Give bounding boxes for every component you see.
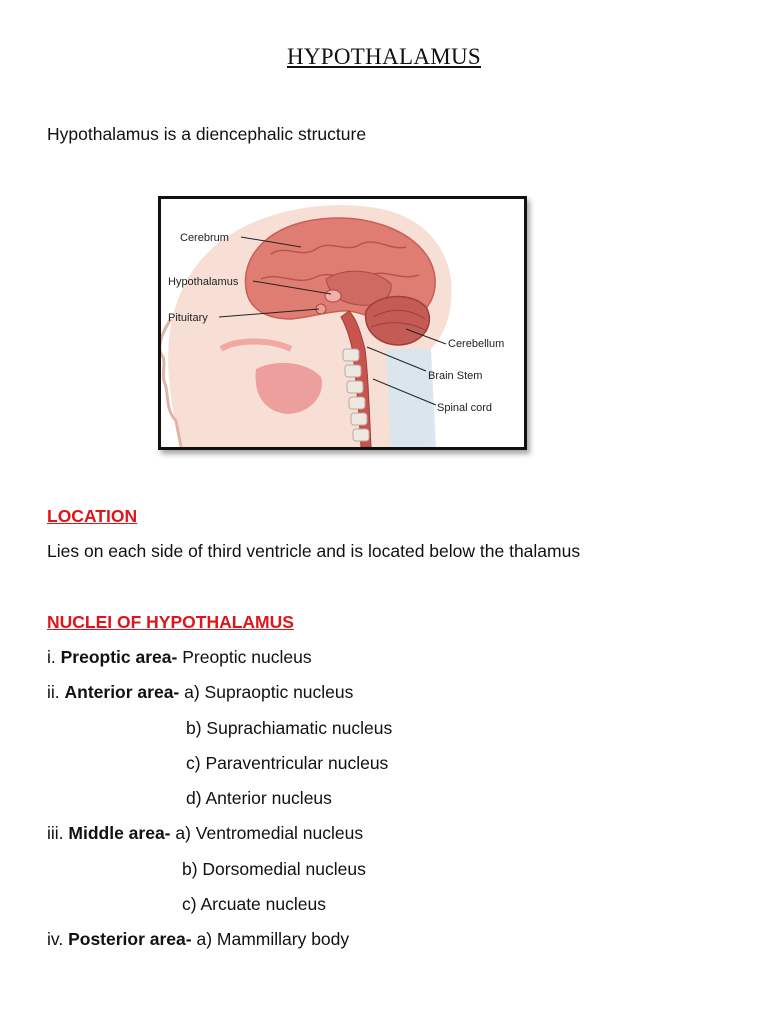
posterior-prefix: iv. bbox=[47, 929, 69, 949]
preoptic-prefix: i. bbox=[47, 647, 61, 667]
preoptic-area-label: Preoptic area- bbox=[60, 647, 178, 667]
anterior-item-b: b) Suprachiamatic nucleus bbox=[186, 718, 393, 738]
label-cerebrum: Cerebrum bbox=[180, 232, 229, 244]
preoptic-line bbox=[47, 646, 312, 668]
label-hypothalamus: Hypothalamus bbox=[168, 276, 239, 288]
anterior-item-a: a) Supraoptic nucleus bbox=[179, 682, 354, 702]
label-cerebellum: Cerebellum bbox=[448, 338, 505, 350]
brain-diagram bbox=[158, 196, 527, 450]
middle-prefix: iii. bbox=[47, 823, 69, 843]
anterior-item-c: c) Paraventricular nucleus bbox=[186, 753, 389, 773]
page-title: HYPOTHALAMUS bbox=[286, 44, 481, 69]
intro-text: Hypothalamus is a diencephalic structure bbox=[47, 124, 367, 144]
label-spinal-cord: Spinal cord bbox=[437, 402, 493, 414]
middle-line bbox=[47, 822, 363, 844]
location-text: Lies on each side of third ventricle and is located below the thalamus bbox=[47, 541, 581, 561]
label-pituitary: Pituitary bbox=[168, 312, 208, 324]
middle-area-label: Middle area- bbox=[68, 823, 171, 843]
brain-illustration bbox=[161, 199, 524, 447]
middle-item-b: b) Dorsomedial nucleus bbox=[182, 859, 366, 879]
posterior-area-label: Posterior area- bbox=[68, 929, 192, 949]
posterior-item-a: a) Mammillary body bbox=[191, 929, 350, 949]
anterior-area-label: Anterior area- bbox=[64, 682, 180, 702]
preoptic-item: Preoptic nucleus bbox=[177, 647, 312, 667]
middle-item-a: a) Ventromedial nucleus bbox=[170, 823, 364, 843]
anterior-item-d: d) Anterior nucleus bbox=[186, 788, 332, 808]
posterior-line bbox=[47, 928, 349, 950]
anterior-prefix: ii. bbox=[47, 682, 65, 702]
label-brain-stem: Brain Stem bbox=[428, 370, 483, 382]
anterior-line bbox=[47, 681, 353, 703]
middle-item-c: c) Arcuate nucleus bbox=[182, 894, 326, 914]
location-heading: LOCATION bbox=[47, 506, 138, 526]
nuclei-heading: NUCLEI OF HYPOTHALAMUS bbox=[47, 612, 294, 632]
hypothalamus-shape bbox=[325, 290, 341, 302]
